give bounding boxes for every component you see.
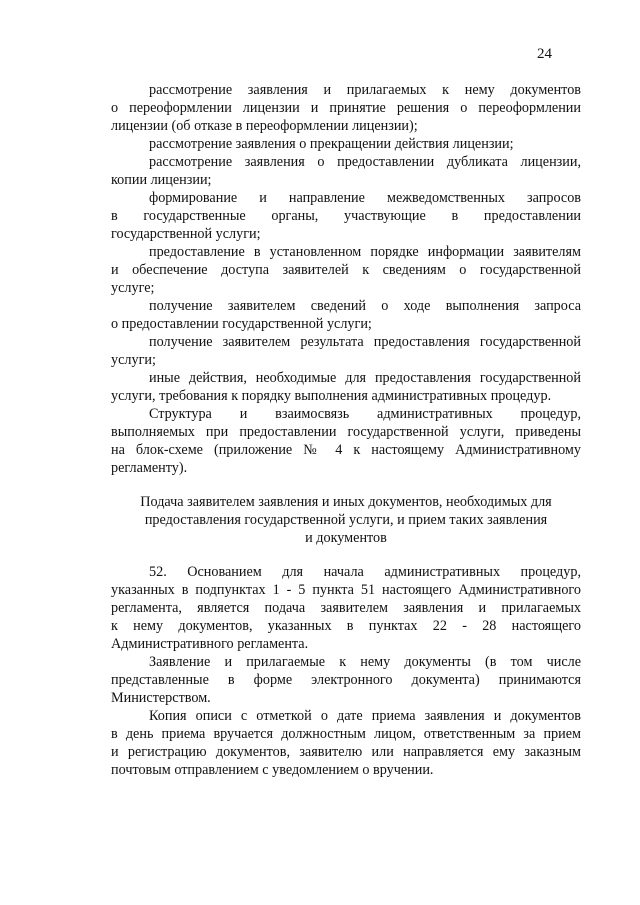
text-line: Министерством. — [111, 690, 211, 706]
text-line: Копия описи с отметкой о дате приема заявления и документов — [149, 708, 581, 724]
section-heading: Подача заявителем заявления и иных документов, необходимых для — [140, 494, 552, 510]
text-line: Административного регламента. — [111, 636, 309, 652]
text-line: копии лицензии; — [111, 172, 212, 188]
text-line: рассмотрение заявления о предоставлении дубликата лицензии, — [149, 154, 581, 170]
text-line: выполняемых при предоставлении государственной услуги, приведены — [111, 424, 581, 440]
text-line: в день приема вручается должностным лицом, ответственным за прием — [111, 726, 581, 742]
text-line: услуги; — [111, 352, 156, 368]
text-line: услуги, требования к порядку выполнения административных процедур. — [111, 388, 552, 404]
text-line: почтовым отправлением с уведомлением о вручении. — [111, 762, 434, 778]
text-line: получение заявителем сведений о ходе выполнения запроса — [149, 298, 581, 314]
text-line: рассмотрение заявления и прилагаемых к нему документов — [149, 82, 581, 98]
text-line: предоставление в установленном порядке информации заявителям — [149, 244, 581, 260]
text-line: о переоформлении лицензии и принятие решения о переоформлении — [111, 100, 581, 116]
text-line: и регистрацию документов, заявителю или направляется ему заказным — [111, 744, 581, 760]
text-line: рассмотрение заявления о прекращении действия лицензии; — [149, 136, 514, 152]
text-line: Заявление и прилагаемые к нему документы (в том числе — [149, 654, 581, 670]
text-line: 52. Основанием для начала административных процедур, — [149, 564, 581, 580]
text-line: представленные в форме электронного документа) принимаются — [111, 672, 581, 688]
text-line: Структура и взаимосвязь административных процедур, — [149, 406, 581, 422]
text-line: и обеспечение доступа заявителей к сведениям о государственной — [111, 262, 581, 278]
text-line: получение заявителем результата предоставления государственной — [149, 334, 581, 350]
text-line: услуге; — [111, 280, 155, 296]
page-number: 24 — [537, 46, 552, 62]
text-line: на блок-схеме (приложение № 4 к настоящему Административному — [111, 442, 581, 458]
section-heading: предоставления государственной услуги, и прием таких заявления — [144, 512, 548, 528]
text-line: о предоставлении государственной услуги; — [111, 316, 372, 332]
text-line: к нему документов, указанных в пунктах 22 - 28 настоящего — [111, 618, 581, 634]
text-line: регламенту). — [111, 460, 188, 476]
text-line: иные действия, необходимые для предоставления государственной — [149, 370, 581, 386]
text-line: в государственные органы, участвующие в предоставлении — [111, 208, 581, 224]
text-line: государственной услуги; — [111, 226, 261, 242]
text-line: указанных в подпунктах 1 - 5 пункта 51 настоящего Административного — [111, 582, 581, 598]
text-line: лицензии (об отказе в переоформлении лицензии); — [111, 118, 418, 134]
text-line: регламента, является подача заявителем заявления и прилагаемых — [111, 600, 581, 616]
text-line: формирование и направление межведомственных запросов — [149, 190, 581, 206]
section-heading: и документов — [305, 530, 387, 546]
